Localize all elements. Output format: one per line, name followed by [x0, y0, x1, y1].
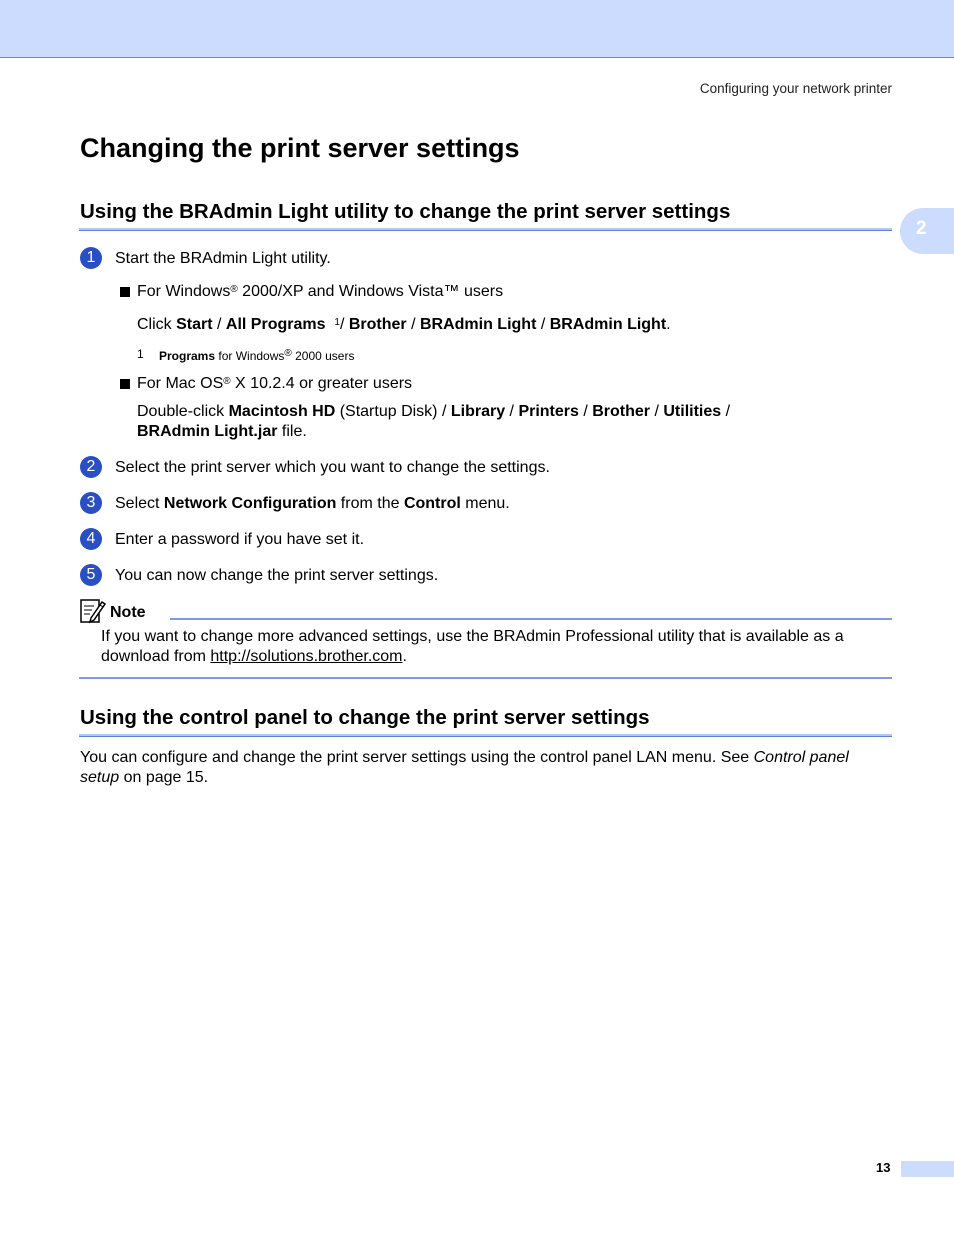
note-divider-bottom	[79, 677, 892, 679]
step-2-text: Select the print server which you want to change the settings.	[115, 459, 550, 476]
footnote-text: Programs for Windows® 2000 users	[159, 348, 355, 363]
step-1-text: Start the BRAdmin Light utility.	[115, 250, 331, 267]
step-2-icon: 2	[80, 456, 102, 478]
section-heading-control-panel: Using the control panel to change the print server settings	[80, 706, 650, 729]
chapter-number: 2	[916, 218, 927, 239]
bullet-icon	[120, 379, 130, 389]
step-5-text: You can now change the print server settings.	[115, 567, 439, 584]
step-3-text: Select Network Configuration from the Control menu.	[115, 495, 510, 512]
note-label: Note	[110, 604, 146, 621]
section-rule	[79, 228, 892, 231]
note-line-2: download from http://solutions.brother.com.	[101, 648, 407, 665]
windows-instructions: Click Start / All Programs $^1$/ Brother / BRAdmin Light / BRAdmin Light.	[137, 316, 671, 333]
running-header: Configuring your network printer	[699, 81, 892, 96]
footnote-number: 1	[137, 347, 144, 361]
note-pencil-icon	[80, 598, 106, 624]
top-banner	[0, 0, 954, 58]
footnote-ref: 1	[334, 317, 340, 328]
step-4-text: Enter a password if you have set it.	[115, 531, 365, 548]
bullet-icon	[120, 287, 130, 297]
chapter-tab	[900, 208, 954, 254]
section-rule	[79, 734, 892, 737]
section-heading-bradmin: Using the BRAdmin Light utility to change the print server settings	[80, 200, 731, 223]
step-1-icon: 1	[80, 247, 102, 269]
control-panel-paragraph-line-1: You can configure and change the print server settings using the control panel LAN menu. See Control panel	[80, 749, 849, 766]
page-number-bar	[901, 1161, 954, 1177]
solutions-link[interactable]: http://solutions.brother.com	[210, 648, 403, 665]
step-3-icon: 3	[80, 492, 102, 514]
control-panel-paragraph-line-2: setup on page 15.	[80, 769, 209, 786]
page-title: Changing the print server settings	[80, 133, 520, 163]
step-5-icon: 5	[80, 564, 102, 586]
note-line-1: If you want to change more advanced settings, use the BRAdmin Professional utility that is available as a	[101, 628, 844, 645]
control-panel-setup-ref: Control panel	[753, 749, 849, 766]
note-divider	[170, 618, 892, 620]
page-number: 13	[876, 1160, 891, 1175]
mac-users-label: For Mac OS® X 10.2.4 or greater users	[137, 375, 413, 392]
windows-users-label: For Windows® 2000/XP and Windows Vista™ users	[137, 283, 504, 300]
mac-instructions-line2: BRAdmin Light.jar file.	[137, 423, 307, 440]
mac-instructions-line1: Double-click Macintosh HD (Startup Disk) / Library / Printers / Brother / Utilities /	[137, 403, 731, 420]
step-4-icon: 4	[80, 528, 102, 550]
